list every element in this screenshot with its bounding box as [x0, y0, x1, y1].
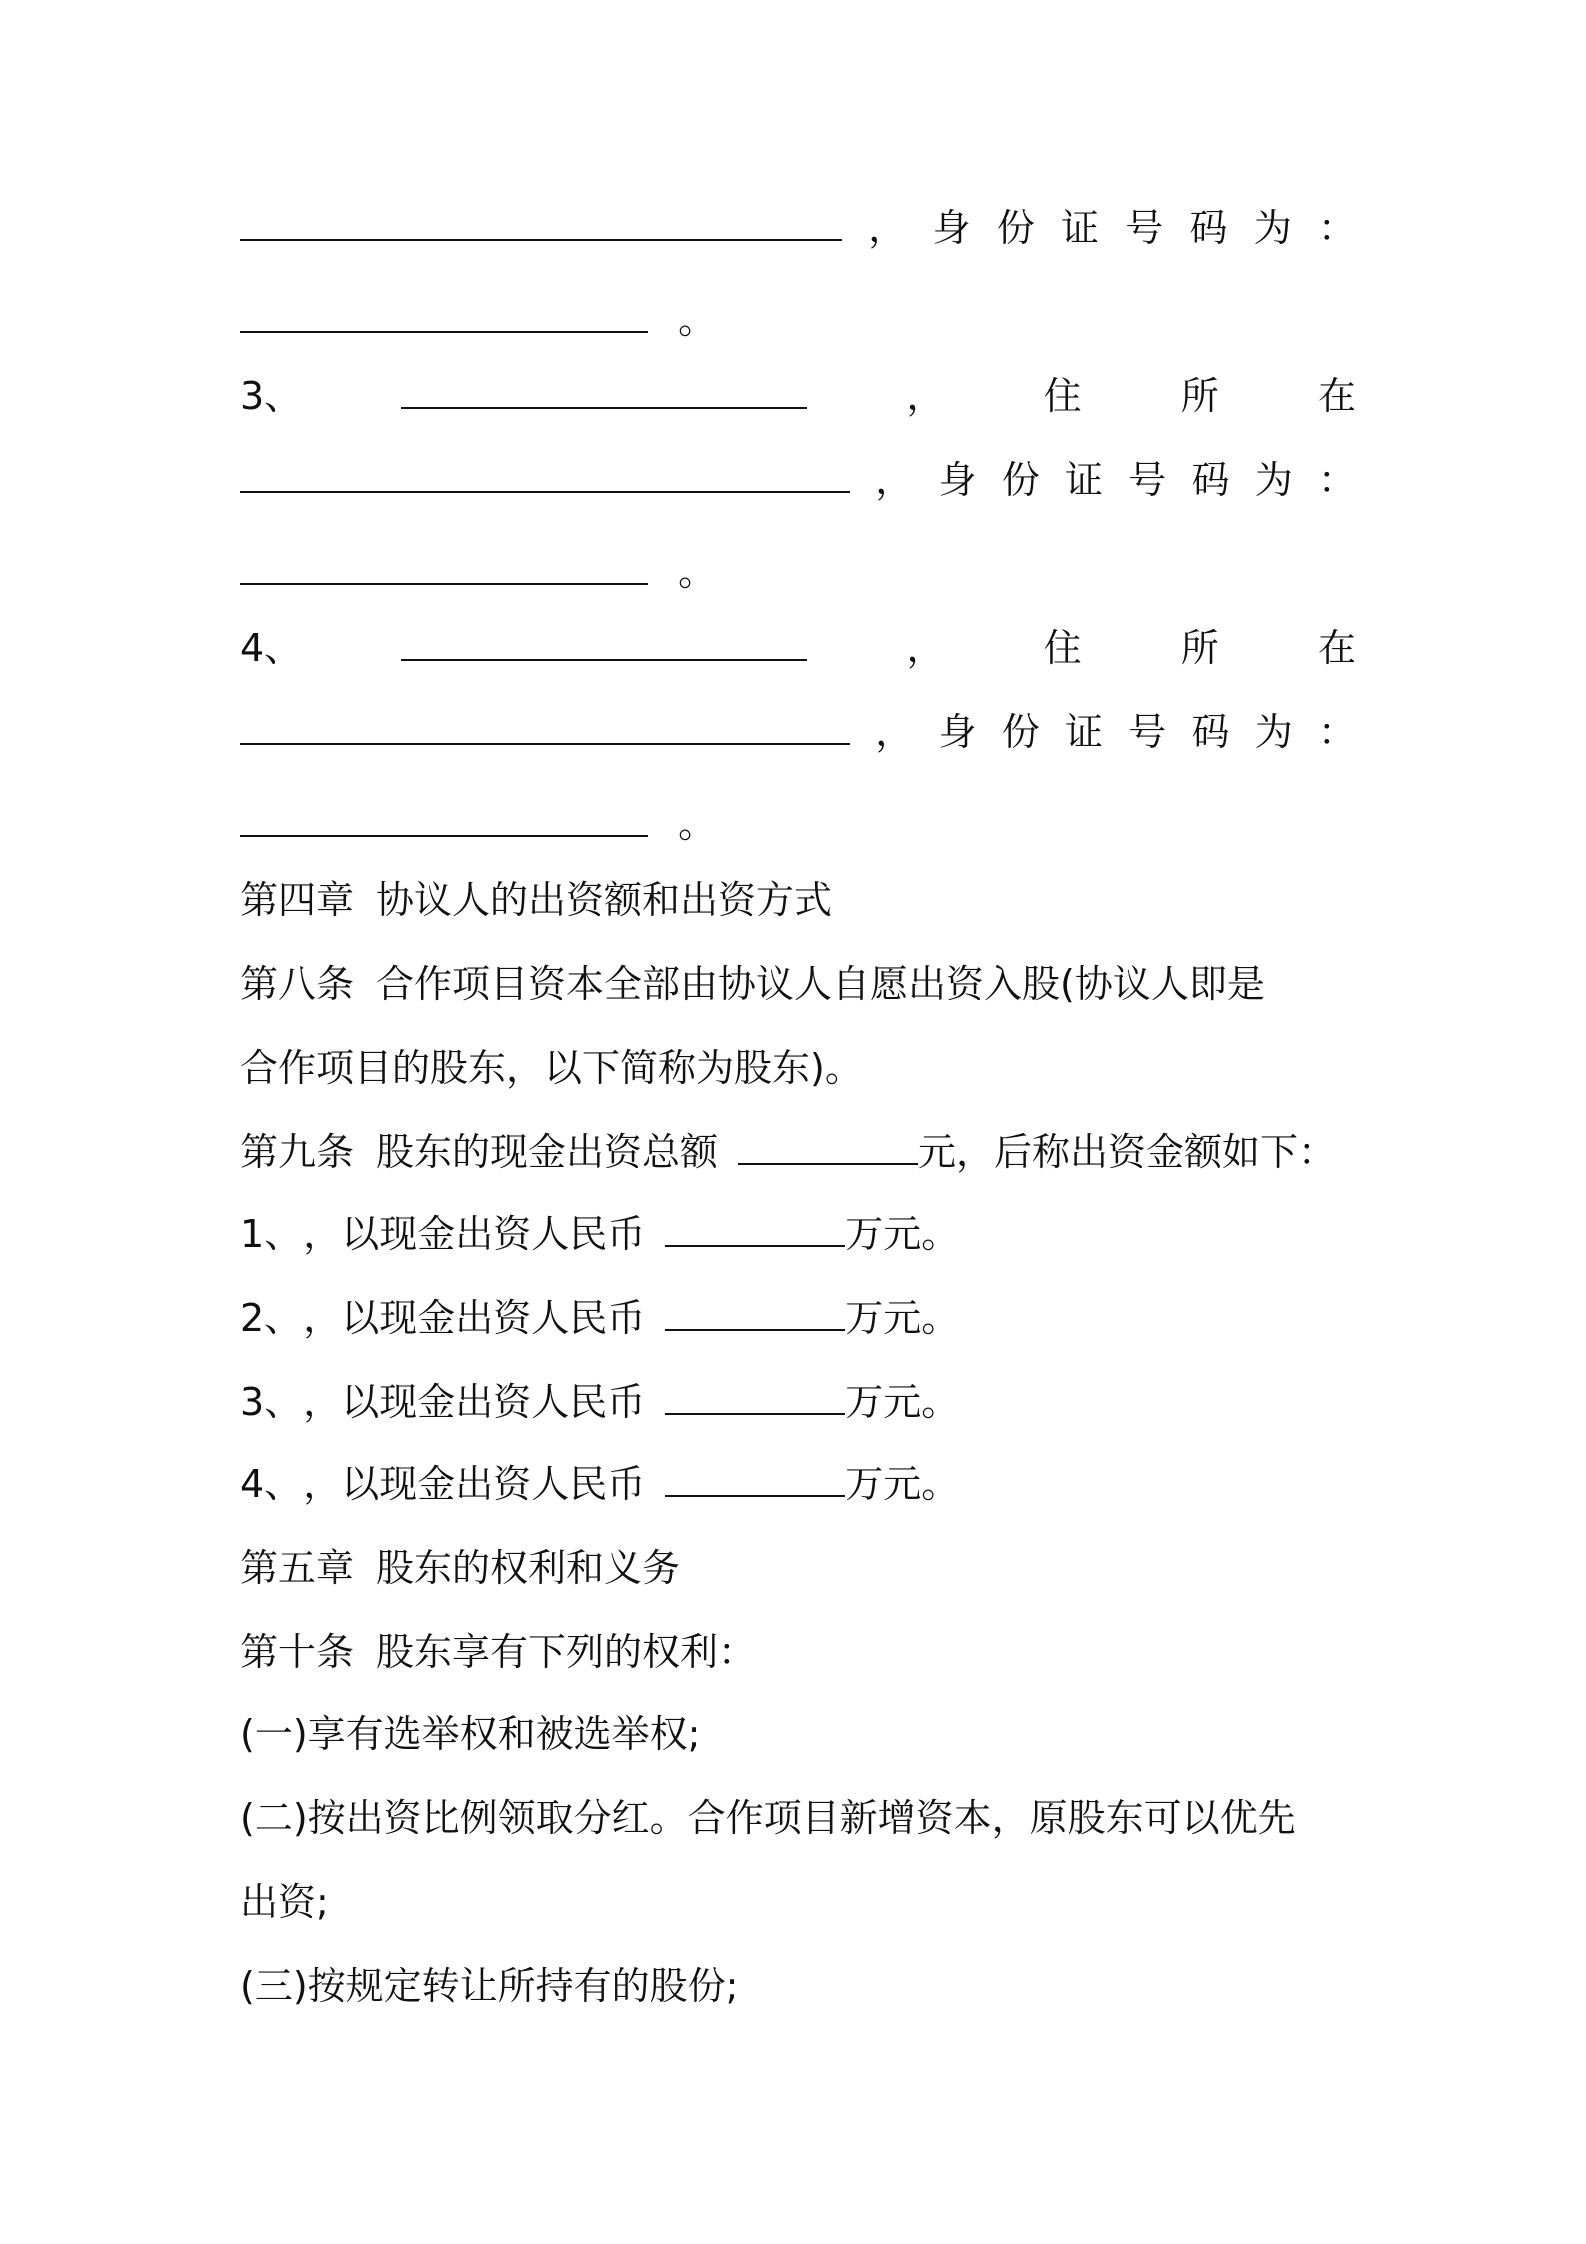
article-text: 元，后称出资金额如下：: [918, 1130, 1337, 1174]
comma: ，: [906, 626, 945, 670]
id-label-char: 为: [1253, 206, 1292, 250]
right-2-line2: [240, 1872, 1356, 1932]
name-blank[interactable]: [240, 203, 842, 241]
article-9-line: [240, 1122, 1356, 1182]
id-label-char: 码: [1191, 710, 1230, 754]
id-label-char: 身: [938, 710, 977, 754]
address-label-char: 住: [1043, 626, 1082, 670]
id-number-blank[interactable]: [240, 295, 648, 333]
article-text: 合作项目资本全部由协议人自愿出资入股(协议人即是: [376, 962, 1265, 1006]
chapter-5-heading: [240, 1538, 1356, 1598]
item-number: 1、: [240, 1212, 284, 1256]
period: 。: [678, 802, 717, 846]
address-label-char: 所: [1180, 626, 1219, 670]
address-blank[interactable]: [240, 707, 850, 745]
id-label-char: 份: [1001, 710, 1040, 754]
comma: ，: [875, 458, 914, 502]
id-label-char: 为: [1254, 710, 1293, 754]
amount-blank[interactable]: [665, 1377, 845, 1415]
name-blank[interactable]: [401, 623, 807, 661]
id-label-char: 号: [1128, 458, 1167, 502]
id-label-char: 证: [1060, 206, 1099, 250]
article-label: 第八条: [240, 962, 355, 1006]
id-label-char: ：: [1317, 206, 1356, 250]
right-text: 出资;: [240, 1880, 329, 1924]
party2-id-line: [240, 198, 1356, 258]
party-number: 4、: [240, 626, 303, 670]
article-label: 第九条: [240, 1130, 355, 1174]
name-blank[interactable]: [401, 371, 807, 409]
id-label-char: 号: [1128, 710, 1167, 754]
contribution-2: [240, 1288, 1356, 1348]
address-label-char: 所: [1180, 374, 1219, 418]
chapter-title: 协议人的出资额和出资方式: [376, 878, 833, 922]
article-text: 股东享有下列的权利：: [376, 1630, 757, 1674]
id-label-char: 身: [932, 206, 971, 250]
party4-id-line: [240, 702, 1356, 762]
item-unit: 万元。: [845, 1212, 960, 1256]
amount-blank[interactable]: [665, 1459, 845, 1497]
right-2-line1: [240, 1788, 1356, 1848]
article-text: 股东的现金出资总额: [376, 1130, 719, 1174]
item-text: ，以现金出资人民币: [303, 1462, 646, 1506]
address-label-char: 在: [1317, 374, 1356, 418]
address-label-char: 住: [1043, 374, 1082, 418]
item-unit: 万元。: [845, 1380, 960, 1424]
amount-blank[interactable]: [665, 1209, 845, 1247]
party2-id-number-line: [240, 290, 1356, 350]
id-label-char: 号: [1125, 206, 1164, 250]
item-unit: 万元。: [845, 1296, 960, 1340]
party-number: 3、: [240, 374, 303, 418]
contribution-3: [240, 1372, 1356, 1432]
id-label-char: 码: [1191, 458, 1230, 502]
id-number-blank[interactable]: [240, 547, 648, 585]
item-text: ，以现金出资人民币: [303, 1296, 646, 1340]
address-blank[interactable]: [240, 455, 850, 493]
article-text: 合作项目的股东，以下简称为股东)。: [240, 1046, 863, 1090]
right-3: [240, 1956, 1356, 2016]
item-text: ，以现金出资人民币: [303, 1212, 646, 1256]
item-number: 3、: [240, 1380, 284, 1424]
article-label: 第十条: [240, 1630, 355, 1674]
comma: ，: [875, 710, 914, 754]
article-10-line: [240, 1622, 1356, 1682]
chapter-label: 第四章: [240, 878, 355, 922]
address-label-char: 在: [1317, 626, 1356, 670]
id-label-char: 身: [938, 458, 977, 502]
id-label-char: ：: [1317, 458, 1356, 502]
party3-id-line: [240, 450, 1356, 510]
party4-line: [240, 618, 1356, 678]
total-amount-blank[interactable]: [738, 1127, 918, 1165]
period: 。: [678, 298, 717, 342]
right-1: [240, 1704, 1356, 1764]
chapter-4-heading: [240, 870, 1356, 930]
amount-blank[interactable]: [665, 1293, 845, 1331]
id-label-char: ：: [1317, 710, 1356, 754]
article-8-line2: [240, 1038, 1356, 1098]
chapter-title: 股东的权利和义务: [376, 1546, 681, 1590]
right-text: (一)享有选举权和被选举权;: [240, 1712, 701, 1756]
right-text: (二)按出资比例领取分红。合作项目新增资本，原股东可以优先: [240, 1796, 1296, 1840]
chapter-label: 第五章: [240, 1546, 355, 1590]
id-label-char: 码: [1189, 206, 1228, 250]
party3-id-number-line: [240, 542, 1356, 602]
id-label-char: 份: [1001, 458, 1040, 502]
contribution-4: [240, 1454, 1356, 1514]
id-label-char: 份: [996, 206, 1035, 250]
party4-id-number-line: [240, 794, 1356, 854]
comma: ，: [868, 206, 907, 250]
party3-line: [240, 366, 1356, 426]
comma: ，: [906, 374, 945, 418]
right-text: (三)按规定转让所持有的股份;: [240, 1964, 739, 2008]
id-number-blank[interactable]: [240, 799, 648, 837]
id-label-char: 证: [1064, 710, 1103, 754]
item-unit: 万元。: [845, 1462, 960, 1506]
item-number: 2、: [240, 1296, 284, 1340]
item-text: ，以现金出资人民币: [303, 1380, 646, 1424]
article-8-line1: [240, 954, 1356, 1014]
item-number: 4、: [240, 1462, 284, 1506]
id-label-char: 为: [1254, 458, 1293, 502]
period: 。: [678, 550, 717, 594]
id-label-char: 证: [1064, 458, 1103, 502]
contribution-1: [240, 1204, 1356, 1264]
